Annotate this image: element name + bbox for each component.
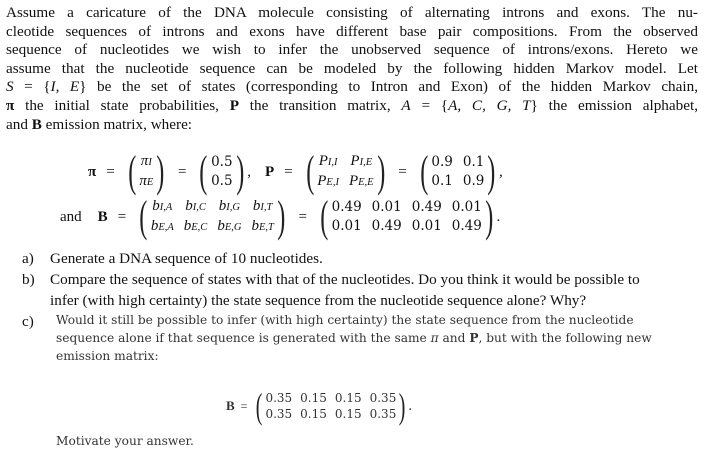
right-paren: ) — [376, 147, 385, 196]
intro-line — [6, 97, 698, 116]
intro-text: and — [6, 115, 32, 133]
intro-text: S — [6, 78, 14, 96]
right-paren: ) — [277, 192, 286, 241]
intro-line — [6, 78, 698, 97]
equals-sign: = — [284, 163, 293, 180]
matrix-symbol-entry: bE,T — [251, 218, 274, 234]
equals-sign: = — [298, 208, 307, 225]
matrix-entry: 0.01 — [371, 199, 402, 215]
equals-sign: = — [177, 163, 187, 180]
matrix-entry: 0.15 — [334, 391, 362, 405]
intro-line — [6, 41, 698, 60]
matrix-entry: 0.1 — [462, 154, 485, 170]
question-a — [22, 248, 682, 269]
left-paren: ( — [127, 147, 137, 196]
pi-symbolic-vector — [125, 147, 168, 196]
intro-text: = { — [13, 78, 51, 96]
text: sequence alone if that sequence is generated with the same — [56, 331, 431, 345]
intro-text: I, E — [50, 78, 80, 96]
question-text: Generate a DNA sequence of 10 nucleotides. — [50, 250, 323, 267]
right-paren: ) — [487, 147, 496, 196]
intro-text: Assume a caricature of the DNA molecule consisting of alternating introns and exons. The nu- — [6, 4, 698, 21]
intro-text: sequence of nucleotides we wish to infer the unobserved sequence of introns/exons. Hereto we — [6, 41, 698, 59]
P-symbol: P — [469, 331, 479, 345]
matrix-entry: 0.35 — [369, 391, 397, 405]
matrix-symbol-entry: PI,I — [318, 153, 338, 169]
intro-line — [6, 23, 698, 42]
text: , but with the following new — [478, 331, 652, 345]
matrix-entry: 0.35 — [265, 391, 293, 405]
pi-symbol: π — [88, 163, 97, 180]
motivate-text: Motivate your answer. — [56, 434, 194, 448]
matrix-symbol-entry: bI,T — [252, 198, 273, 214]
matrix-entry: 0.35 — [369, 407, 397, 421]
question-text — [56, 311, 682, 365]
right-paren: ) — [399, 386, 406, 426]
right-paren: ) — [235, 147, 244, 196]
question-label: b) — [22, 271, 35, 288]
matrix-entry: 0.15 — [334, 407, 362, 421]
B-symbolic-matrix — [136, 192, 288, 241]
matrix-symbol-entry: PI,E — [350, 153, 373, 169]
question-label: a) — [22, 250, 34, 267]
left-paren: ( — [199, 147, 208, 196]
pi-symbol: π — [430, 331, 439, 345]
question-label: c) — [22, 313, 34, 330]
matrix-entry: 0.5 — [211, 154, 233, 170]
matrix-entry: 0.01 — [411, 218, 442, 234]
equals-sign: = — [106, 163, 115, 180]
intro-text: = { — [410, 96, 449, 114]
pi-value-vector — [196, 147, 247, 196]
period: . — [496, 208, 501, 225]
intro-text: A, C, G, T — [448, 96, 531, 114]
matrix-entry: 0.49 — [451, 218, 482, 234]
matrix-symbol-entry: PE,E — [348, 173, 374, 189]
new-B-equation — [226, 388, 412, 424]
P-symbol: P — [264, 163, 275, 180]
intro-text: emission matrix, where: — [41, 115, 193, 133]
question-text-line: Would it still be possible to infer (with high certainty) the state sequence from the nucleotide — [56, 313, 634, 327]
intro-line — [6, 60, 698, 79]
intro-text: B — [31, 115, 42, 133]
intro-line — [6, 116, 698, 135]
matrix-symbol-entry: bE,G — [217, 218, 242, 234]
left-paren: ( — [420, 147, 429, 196]
intro-text: cleotide sequences of introns and exons have different base pair compositions. From the observed — [6, 22, 698, 40]
intro-line — [6, 4, 698, 23]
and-label: and — [60, 208, 82, 225]
matrix-symbol-entry: PE,I — [317, 173, 339, 189]
question-text: Compare the sequence of states with that of the nucleotides. Do you think it would be possible to — [50, 271, 640, 288]
question-b — [22, 269, 682, 311]
B-equation — [60, 192, 501, 241]
question-list — [22, 248, 682, 365]
comma: , — [247, 163, 251, 180]
question-text-line — [56, 329, 682, 347]
matrix-entry: 0.15 — [300, 391, 327, 405]
matrix-entry: 0.01 — [331, 218, 362, 234]
matrix-symbol-entry: bI,G — [218, 198, 240, 214]
intro-text: P — [229, 96, 239, 114]
matrix-symbol-entry: πE — [139, 173, 154, 189]
matrix-entry: 0.9 — [431, 154, 453, 170]
intro-text: the initial state probabilities, — [14, 96, 230, 114]
intro-text: } be the set of states (corresponding to Intron and Exon) of the hidden Markov chain, — [79, 78, 698, 96]
B-symbol: B — [226, 398, 235, 413]
problem-intro — [6, 4, 698, 134]
new-B-value-matrix — [253, 388, 408, 424]
left-paren: ( — [305, 147, 314, 196]
question-c — [22, 311, 682, 365]
matrix-entry: 0.49 — [411, 199, 442, 215]
question-text: infer (with high certainty) the state sequence from the nucleotide sequence alone? Why? — [50, 292, 587, 309]
matrix-entry: 0.35 — [265, 407, 293, 421]
equals-sign: = — [398, 163, 407, 180]
P-symbolic-matrix — [303, 147, 389, 196]
matrix-symbol-entry: bE,A — [150, 218, 174, 234]
right-paren: ) — [156, 147, 165, 196]
P-value-matrix — [417, 147, 499, 196]
B-symbol: B — [97, 208, 108, 225]
right-paren: ) — [485, 192, 494, 241]
intro-text: assume that the nucleotide sequence can be modeled by the following hidden Markov model. Let — [6, 59, 698, 77]
pi-and-P-equation — [88, 147, 503, 196]
matrix-entry: 0.49 — [331, 199, 362, 215]
intro-text: A — [401, 96, 411, 114]
matrix-entry: 0.9 — [462, 173, 485, 189]
matrix-entry: 0.5 — [211, 173, 233, 189]
matrix-entry: 0.1 — [431, 173, 453, 189]
comma: , — [499, 163, 503, 180]
intro-text: π — [6, 96, 15, 114]
text: and — [438, 331, 470, 345]
intro-text: the transition matrix, — [238, 96, 402, 114]
matrix-symbol-entry: bI,A — [152, 198, 173, 214]
left-paren: ( — [320, 192, 329, 241]
left-paren: ( — [139, 192, 148, 241]
matrix-entry: 0.01 — [451, 199, 482, 215]
period: . — [408, 397, 413, 414]
matrix-symbol-entry: πI — [140, 153, 152, 169]
question-text-line: emission matrix: — [56, 349, 159, 363]
intro-text: } the emission alphabet, — [530, 96, 698, 114]
matrix-symbol-entry: bE,C — [183, 218, 208, 234]
matrix-entry: 0.15 — [300, 407, 327, 421]
left-paren: ( — [256, 386, 263, 426]
B-value-matrix — [317, 192, 497, 241]
equals-sign: = — [240, 398, 248, 413]
matrix-entry: 0.49 — [371, 218, 402, 234]
equals-sign: = — [117, 208, 127, 225]
matrix-symbol-entry: bI,C — [185, 198, 206, 214]
